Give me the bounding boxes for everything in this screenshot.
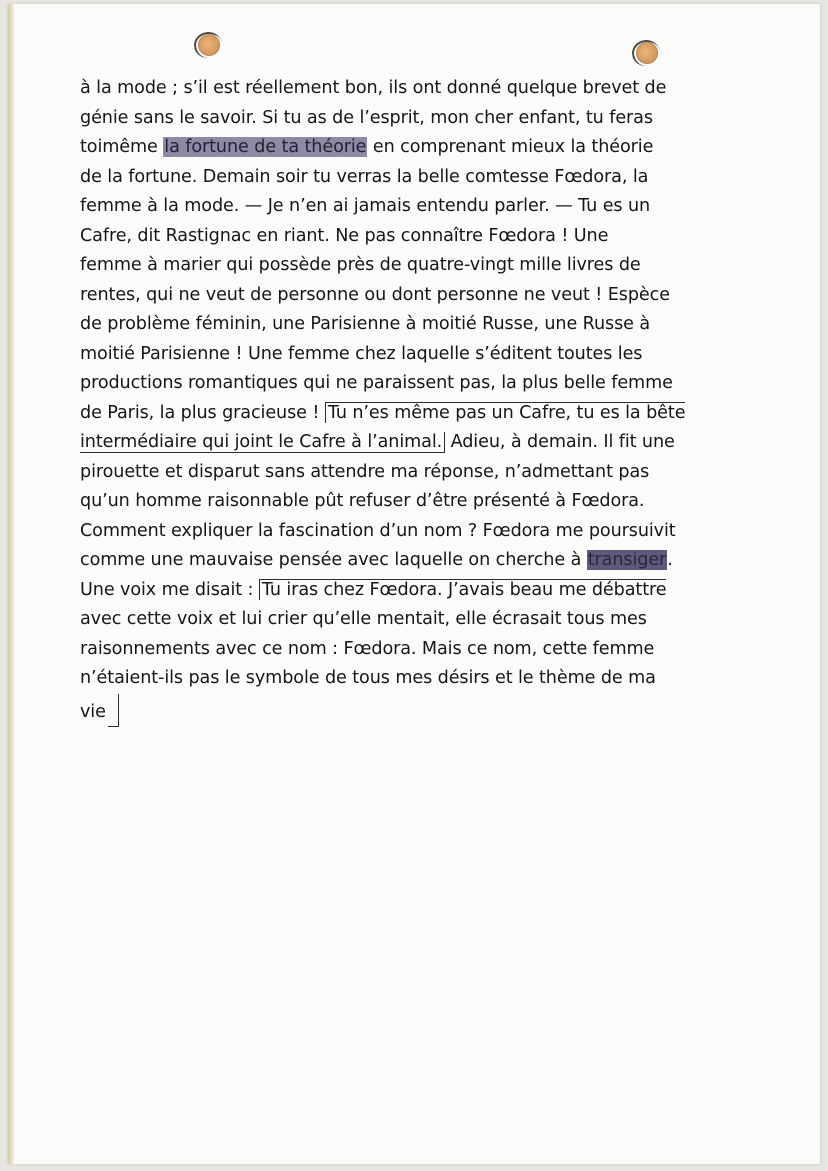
- text-line: de la fortune. Demain soir tu verras la belle comtesse Fœdora, la: [80, 166, 649, 187]
- text-line: raisonnements avec ce nom : Fœdora. Mais ce nom, cette femme: [80, 638, 655, 659]
- text-line: qu’un homme raisonnable pût refuser d’être présenté à Fœdora.: [80, 491, 645, 511]
- bracket-open-cafre: Tu n’es même pas un Cafre, tu es la bête: [325, 402, 686, 423]
- highlight-fortune-theorie: la fortune de ta théorie: [164, 137, 367, 157]
- text-line: moitié Parisienne ! Une femme chez laquelle s’éditent toutes les: [80, 343, 643, 364]
- text-line: Une voix me disait : Tu iras chez Fœdora. J’avais beau me débattre: [80, 579, 667, 600]
- text-line: n’étaient-ils pas le symbole de tous mes désirs et le thème de ma: [80, 668, 656, 688]
- bracket-open-voix: Tu iras chez Fœdora. J’avais beau me débattre: [259, 579, 667, 600]
- bracket-close-vie: [108, 694, 119, 727]
- document-text: [80, 74, 780, 727]
- bracket-close-animal: intermédiaire qui joint le Cafre à l’animal.: [80, 432, 445, 453]
- text-line: vie: [80, 694, 780, 728]
- text-line: rentes, qui ne veut de personne ou dont personne ne veut ! Espèce: [80, 284, 670, 305]
- punch-hole-left: [198, 34, 220, 56]
- highlight-transiger: transiger: [587, 550, 667, 570]
- text-line: productions romantiques qui ne paraissent pas, la plus belle femme: [80, 373, 673, 393]
- text-line: de problème féminin, une Parisienne à moitié Russe, une Russe à: [80, 314, 651, 334]
- text-line: Comment expliquer la fascination d’un nom ? Fœdora me poursuivit: [80, 520, 676, 541]
- text-line: pirouette et disparut sans attendre ma réponse, n’admettant pas: [80, 461, 650, 482]
- text-line: de Paris, la plus gracieuse ! Tu n’es même pas un Cafre, tu es la bête: [80, 402, 686, 423]
- text-line: femme à la mode. — Je n’en ai jamais entendu parler. — Tu es un: [80, 196, 651, 216]
- text-line: génie sans le savoir. Si tu as de l’esprit, mon cher enfant, tu feras: [80, 107, 653, 128]
- text-line: intermédiaire qui joint le Cafre à l’animal. Adieu, à demain. Il fit une: [80, 432, 675, 452]
- text-line: comme une mauvaise pensée avec laquelle on cherche à transiger.: [80, 550, 673, 570]
- binder-edge: [8, 4, 14, 1164]
- punch-hole-right: [636, 42, 658, 64]
- text-line: Cafre, dit Rastignac en riant. Ne pas connaître Fœdora ! Une: [80, 225, 609, 246]
- text-line: avec cette voix et lui crier qu’elle mentait, elle écrasait tous mes: [80, 609, 647, 629]
- document-page: [8, 4, 820, 1164]
- text-line: toimême la fortune de ta théorie en comprenant mieux la théorie: [80, 137, 654, 157]
- text-line: femme à marier qui possède près de quatre-vingt mille livres de: [80, 255, 641, 275]
- text-line: à la mode ; s’il est réellement bon, ils ont donné quelque brevet de: [80, 78, 667, 98]
